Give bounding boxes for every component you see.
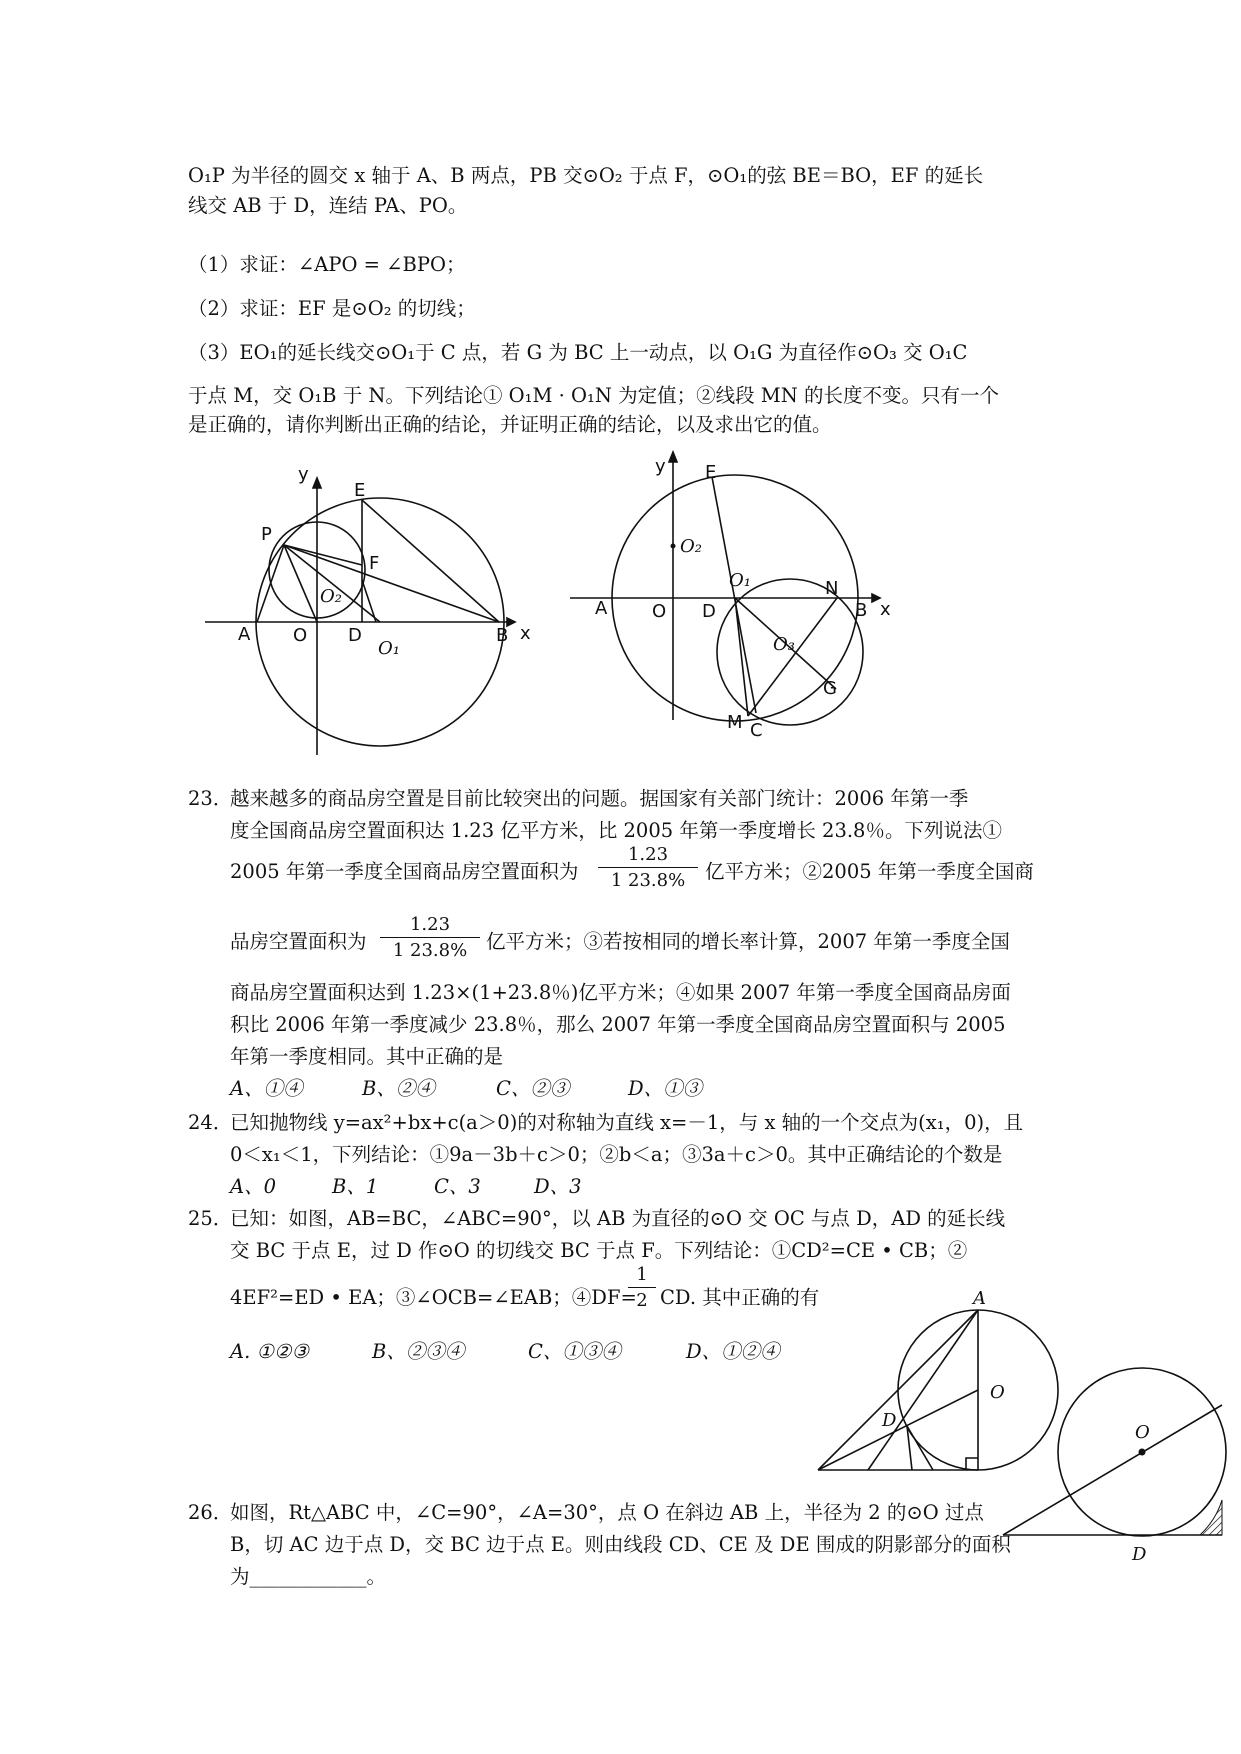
q22-part-3-line-3: 是正确的，请你判断出正确的结论，并证明正确的结论，以及求出它的值。 [188,413,832,436]
q24-line-2: 0＜x₁＜1，下列结论：①9a－3b＋c＞0；②b＜a；③3a＋c＞0。其中正确结论的个数是 [230,1143,1003,1166]
q25-option-b: B、②③④ [372,1340,465,1363]
fig2-label-b: B [855,600,868,621]
q23-option-c: C、②③ [496,1077,570,1100]
q22-part-2: （2）求证：EF 是⊙O₂ 的切线； [188,297,476,320]
figure-4-labels [1131,1422,1150,1565]
fig1-label-f: F [369,553,380,574]
q22-line-1: O₁P 为半径的圆交 x 轴于 A、B 两点，PB 交⊙O₂ 于点 F，⊙O₁的弦 BE＝BO，EF 的延长 [188,164,984,187]
q23-option-d: D、①③ [628,1077,703,1100]
fig3-label-d: D [882,1410,897,1431]
fig1-label-p: P [261,524,272,545]
q25-number: 25． [188,1207,233,1230]
fig1-label-o1: O₁ [378,638,400,659]
q23-f1-numerator: 1.23 [598,843,698,868]
q26-line-3: 为____________。 [230,1565,387,1588]
fig2-label-n: N [825,578,839,599]
q26-number: 26． [188,1501,233,1524]
fig2-label-o3: O₃ [773,634,795,655]
q23-line-4a: 品房空置面积为 [230,930,367,953]
fig4-label-o: O [1135,1422,1150,1443]
q25-f-denominator: 2 [636,1290,648,1311]
fig1-label-b: B [496,625,509,646]
q23-number: 23． [188,787,233,810]
q23-line-3a: 2005 年第一季度全国商品房空置面积为 [230,860,579,883]
q22-part-1: （1）求证：∠APO = ∠BPO； [188,253,466,276]
q25-option-c: C、①③④ [528,1340,621,1363]
q25-line-3b: CD. 其中正确的有 [660,1286,820,1309]
q24-option-c: C、3 [434,1175,481,1198]
fig2-label-o: O [652,601,667,622]
fig2-label-e: E [705,462,717,483]
q25-line-2: 交 BC 于点 E，过 D 作⊙O 的切线交 BC 于点 F。下列结论：①CD²=CE • CB；② [230,1239,968,1262]
figure-1 [205,478,515,755]
q25-line-3a: 4EF²=ED • EA；③∠OCB=∠EAB；④DF= [230,1286,637,1309]
q26-line-2: B，切 AC 边于点 D，交 BC 边于点 E。则由线段 CD、CE 及 DE 围成的阴影部分的面积 [230,1533,1011,1556]
fig1-label-d: D [348,625,362,646]
fig3-label-a: A [973,1288,986,1309]
fig2-label-x: x [880,599,891,620]
q23-f2-denominator: 1 23.8% [392,940,468,961]
fig1-label-o: O [293,625,308,646]
q23-fraction-2 [380,913,480,964]
q25-option-d: D、①②④ [686,1340,780,1363]
q23-f1-denominator: 1 23.8% [610,870,686,891]
q25-fraction [628,1263,656,1314]
q23-option-b: B、②④ [362,1077,435,1100]
q23-line-4b: 亿平方米；③若按相同的增长率计算，2007 年第一季度全国 [486,930,1010,953]
fig1-label-e: E [354,480,366,501]
fig3-label-o: O [990,1382,1005,1403]
q24-number: 24． [188,1111,233,1134]
fig4-shaded-region [1200,1500,1222,1535]
q23-fraction-1 [598,843,698,894]
fig1-label-o2: O₂ [320,586,342,607]
q24-line-1: 已知抛物线 y=ax²+bx+c(a＞0)的对称轴为直线 x=－1，与 x 轴的一个交点为(x₁，0)，且 [230,1111,1024,1134]
q23-line-1: 越来越多的商品房空置是目前比较突出的问题。据国家有关部门统计：2006 年第一季 [230,787,969,810]
fig2-label-o1: O₁ [729,570,751,591]
q22-line-2: 线交 AB 于 D，连结 PA、PO。 [188,194,468,217]
q23-line-7: 年第一季度相同。其中正确的是 [230,1045,504,1068]
fig4-label-d: D [1132,1544,1147,1565]
q25-line-1: 已知：如图，AB=BC，∠ABC=90°，以 AB 为直径的⊙O 交 OC 与点 D，AD 的延长线 [230,1207,1006,1230]
q23-line-2: 度全国商品房空置面积达 1.23 亿平方米，比 2005 年第一季度增长 23.8％。下列说法① [230,819,1002,842]
fig1-label-x: x [520,623,531,644]
q24-option-b: B、1 [332,1175,379,1198]
q25-f-numerator: 1 [628,1263,656,1288]
fig2-label-g: G [823,678,837,699]
fig2-label-y: y [655,456,666,477]
q25-option-a: A. ①②③ [230,1340,309,1363]
q24-option-d: D、3 [534,1175,582,1198]
q26-line-1: 如图，Rt△ABC 中，∠C=90°，∠A=30°，点 O 在斜边 AB 上，半径为 2 的⊙O 过点 [230,1501,984,1524]
q23-line-3b: 亿平方米；②2005 年第一季度全国商 [705,860,1034,883]
fig1-label-a: A [238,624,251,645]
q23-line-5: 商品房空置面积达到 1.23×(1+23.8％)亿平方米；④如果 2007 年第一季度全国商品房面 [230,981,1011,1004]
fig2-label-m: M [727,712,743,733]
fig2-label-c: C [750,720,763,741]
q23-line-6: 积比 2006 年第一季度减少 23.8％，那么 2007 年第一季度全国商品房空置面积与 2005 [230,1013,1006,1036]
figure-4 [1003,1368,1226,1536]
fig2-label-d: D [702,601,716,622]
q24-option-a: A、0 [230,1175,276,1198]
q23-f2-numerator: 1.23 [380,913,480,938]
q23-option-a: A、①④ [230,1077,303,1100]
figure-1-labels [238,464,531,659]
figure-3 [818,1310,1058,1470]
q22-part-3-line-2: 于点 M，交 O₁B 于 N。下列结论① O₁M · O₁N 为定值；②线段 MN 的长度不变。只有一个 [188,384,1000,407]
fig2-label-o2: O₂ [680,536,702,557]
q22-part-3-line-1: （3）EO₁的延长线交⊙O₁于 C 点，若 G 为 BC 上一动点，以 O₁G 为直径作⊙O₃ 交 O₁C [188,341,968,364]
fig2-label-a: A [595,598,608,619]
fig1-label-y: y [298,464,309,485]
